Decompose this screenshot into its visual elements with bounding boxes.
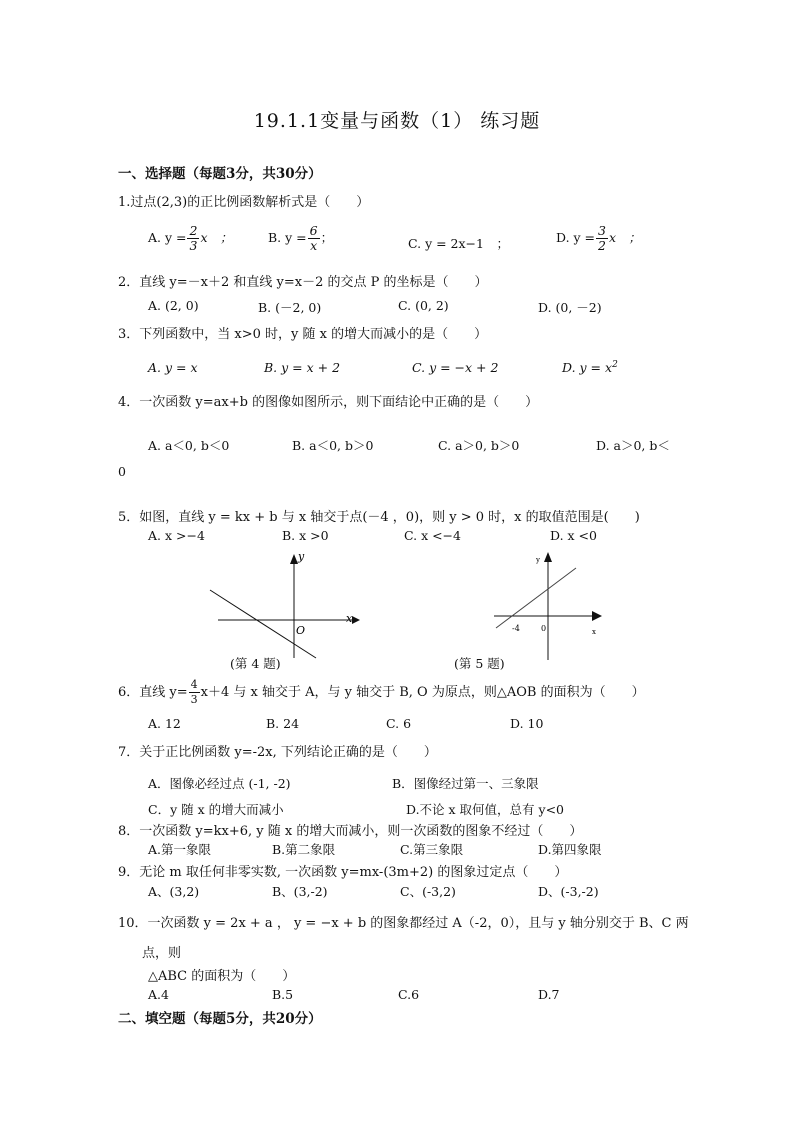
figure-5-x-arrow-icon bbox=[592, 611, 602, 621]
question-6-option-b: B. 24 bbox=[266, 716, 300, 731]
question-6-stem: 6．直线 y= $\frac{4}{3}$ x＋4 与 x 轴交于 A，与 y 轴交于 B, O 为原点，则△AOB 的面积为（ ） bbox=[118, 678, 645, 706]
question-2-option-a: A. (2, 0) bbox=[148, 298, 199, 313]
question-9-stem: 9．无论 m 取任何非零实数, 一次函数 y=mx-(3m+2) 的图象过定点（ ） bbox=[118, 865, 568, 880]
question-7-stem: 7．关于正比例函数 y=-2x, 下列结论正确的是（ ） bbox=[118, 745, 437, 760]
question-10-option-a: A.4 bbox=[148, 987, 169, 1002]
question-1-stem: 1.过点(2,3)的正比例函数解析式是（ ） bbox=[118, 195, 370, 210]
question-9-option-b: B、(3,-2) bbox=[272, 884, 328, 899]
figure-5-x-label: x bbox=[592, 628, 596, 636]
question-1-option-c: C. y = 2x−1 ； bbox=[408, 236, 509, 251]
figure-5-y-arrow-icon bbox=[544, 552, 552, 562]
question-4-option-d: D. a＞0, b＜ bbox=[596, 438, 670, 453]
question-2-option-b: B. (－2, 0) bbox=[258, 300, 322, 315]
question-8-option-d: D.第四象限 bbox=[538, 842, 602, 857]
question-10-stem: 10．一次函数 y = 2x + a ， y = −x + b 的图象都经过 A（-2，0），且与 y 轴分别交于 B、C 两 bbox=[118, 916, 689, 931]
figure-5-function-line bbox=[496, 568, 576, 628]
question-3-option-d: D. $y = x^2$ bbox=[562, 360, 618, 376]
question-4-option-b: B. a＜0, b＞0 bbox=[292, 438, 374, 453]
question-8-option-b: B.第二象限 bbox=[272, 842, 336, 857]
question-1-option-d: D. y = $\frac{3}{2}$ x ； bbox=[556, 223, 642, 253]
figure-5-y-label: y bbox=[536, 556, 540, 564]
section-choice-heading: 一、选择题（每题3分，共30分） bbox=[118, 166, 322, 182]
question-3-option-b: B. y = x + 2 bbox=[264, 360, 341, 375]
figure-4-origin-label: O bbox=[296, 624, 306, 637]
question-8-stem: 8．一次函数 y=kx+6, y 随 x 的增大而减小，则一次函数的图象不经过（ ） bbox=[118, 824, 583, 839]
question-5-option-b: B. x >0 bbox=[282, 528, 329, 543]
figure-4-y-arrow-icon bbox=[290, 554, 298, 564]
question-9-option-d: D、(-3,-2) bbox=[538, 884, 599, 899]
question-8-option-a: A.第一象限 bbox=[148, 842, 212, 857]
question-10-option-b: B.5 bbox=[272, 987, 294, 1002]
question-1-option-a: A. y = $\frac{2}{3}$ x ； bbox=[148, 223, 233, 253]
question-8-option-c: C.第三象限 bbox=[400, 842, 464, 857]
question-4-option-a: A. a＜0, b＜0 bbox=[148, 438, 230, 453]
question-10-stem-line3: △ABC 的面积为（ ） bbox=[148, 969, 296, 984]
figure-4-y-label: y bbox=[298, 550, 305, 563]
question-5-option-c: C. x <−4 bbox=[404, 528, 461, 543]
figure-4-x-arrow-icon bbox=[352, 616, 360, 624]
question-3-option-a: A. y = x bbox=[148, 360, 198, 375]
question-4-option-d-continued: 0 bbox=[118, 464, 126, 479]
question-9-option-c: C、(-3,2) bbox=[400, 884, 456, 899]
figure-4-caption: (第 4 题) bbox=[230, 656, 281, 671]
page-title: 19.1.1变量与函数（1） 练习题 bbox=[253, 110, 541, 132]
figure-5-caption: (第 5 题) bbox=[454, 656, 505, 671]
question-4-stem: 4．一次函数 y=ax+b 的图像如图所示，则下面结论中正确的是（ ） bbox=[118, 395, 539, 410]
question-1-option-b: B. y = $\frac{6}{x}$ ； bbox=[268, 223, 334, 253]
question-5-stem: 5．如图，直线 y = kx + b 与 x 轴交于点(－4 ，0)，则 y > 0 时，x 的取值范围是( ) bbox=[118, 510, 640, 525]
question-6-option-d: D. 10 bbox=[510, 716, 544, 731]
question-2-option-c: C. (0, 2) bbox=[398, 298, 449, 313]
question-7-option-d: D.不论 x 取何值，总有 y<0 bbox=[406, 802, 565, 817]
question-9-option-a: A、(3,2) bbox=[148, 884, 200, 899]
question-6-option-a: A. 12 bbox=[148, 716, 181, 731]
section-fill-heading: 二、填空题（每题5分，共20分） bbox=[118, 1011, 322, 1027]
question-3-option-c: C. y = −x + 2 bbox=[412, 360, 499, 375]
question-10-option-c: C.6 bbox=[398, 987, 420, 1002]
question-6-option-c: C. 6 bbox=[386, 716, 412, 731]
question-7-option-a: A．图像必经过点 (-1, -2) bbox=[148, 776, 291, 791]
figure-4-graph bbox=[200, 548, 370, 660]
question-7-option-b: B．图像经过第一、三象限 bbox=[392, 776, 539, 791]
question-7-option-c: C．y 随 x 的增大而减小 bbox=[148, 802, 284, 817]
question-10-stem-line2: 点，则 bbox=[142, 946, 182, 961]
question-2-option-d: D. (0, －2) bbox=[538, 300, 602, 315]
figure-5-neg4-label: -4 bbox=[512, 624, 520, 633]
question-4-option-c: C. a＞0, b＞0 bbox=[438, 438, 520, 453]
question-3-stem: 3．下列函数中，当 x>0 时，y 随 x 的增大而减小的是（ ） bbox=[118, 327, 488, 342]
question-5-option-a: A. x >−4 bbox=[148, 528, 205, 543]
figure-4-x-label: x bbox=[346, 612, 353, 625]
figure-5-zero-label: 0 bbox=[541, 624, 547, 633]
question-2-stem: 2．直线 y=－x＋2 和直线 y=x－2 的交点 P 的坐标是（ ） bbox=[118, 275, 488, 290]
figure-5-graph bbox=[488, 548, 614, 662]
question-5-option-d: D. x <0 bbox=[550, 528, 597, 543]
question-10-option-d: D.7 bbox=[538, 987, 560, 1002]
